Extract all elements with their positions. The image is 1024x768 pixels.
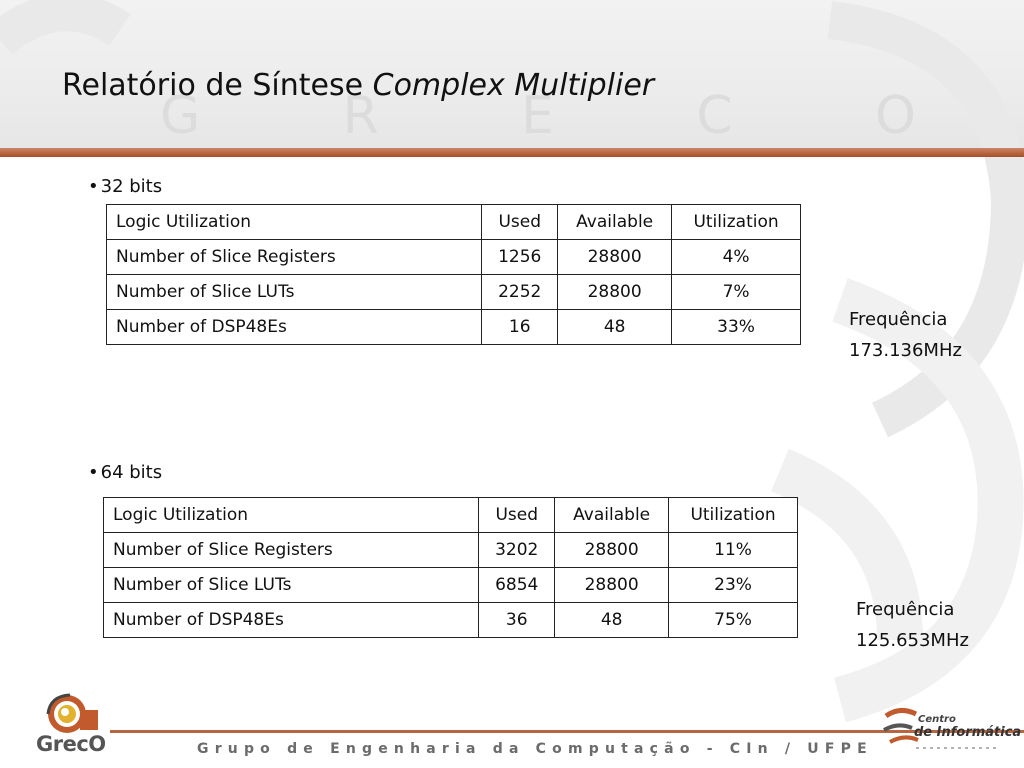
table-cell: 16 [482, 310, 558, 345]
table-cell: 11% [669, 533, 798, 568]
utilization-table-32-bits [106, 204, 801, 345]
table-header-cell: Available [558, 205, 672, 240]
table-cell: 28800 [555, 568, 669, 603]
section-64-bits-heading [88, 462, 162, 483]
table-row [104, 533, 798, 568]
watermark-letter: O [875, 86, 920, 146]
frequency-64-bits [856, 594, 969, 656]
section-label: 32 bits [100, 176, 163, 197]
table-row [104, 603, 798, 638]
table-cell: 75% [669, 603, 798, 638]
table-cell: 33% [672, 310, 801, 345]
table-cell: 48 [558, 310, 672, 345]
table-header-cell: Logic Utilization [104, 498, 479, 533]
table-header-cell: Utilization [669, 498, 798, 533]
table-cell: 4% [672, 240, 801, 275]
table-cell: 6854 [479, 568, 555, 603]
table-row [107, 310, 801, 345]
table-cell: 28800 [555, 533, 669, 568]
table-cell: Number of DSP48Es [107, 310, 482, 345]
table-header-cell: Used [482, 205, 558, 240]
table-header-cell: Available [555, 498, 669, 533]
table-cell: 23% [669, 568, 798, 603]
header-divider [0, 148, 1024, 157]
title-italic-text: Complex Multiplier [372, 68, 655, 103]
slide-title [62, 68, 654, 103]
table-cell: Number of Slice Registers [107, 240, 482, 275]
table-header-cell: Utilization [672, 205, 801, 240]
section-32-bits-heading [88, 176, 162, 197]
table-cell: 28800 [558, 275, 672, 310]
table-row [107, 240, 801, 275]
table-cell: 28800 [558, 240, 672, 275]
frequency-label: Frequência [849, 309, 948, 330]
table-cell: 7% [672, 275, 801, 310]
frequency-value: 173.136MHz [849, 340, 962, 361]
table-cell: 3202 [479, 533, 555, 568]
watermark-letter: C [696, 86, 737, 146]
table-cell: 2252 [482, 275, 558, 310]
watermark-letter: R [342, 86, 383, 146]
cin-logo-text-line1: Centro [918, 714, 956, 725]
section-label: 64 bits [100, 462, 163, 483]
bullet-icon: • [88, 462, 99, 483]
table-cell: Number of DSP48Es [104, 603, 479, 638]
watermark-letter: G [160, 86, 205, 146]
title-plain-text: Relatório de Síntese [62, 68, 373, 103]
table-header-cell: Logic Utilization [107, 205, 482, 240]
table-row [104, 568, 798, 603]
greco-logo-text: GrecO [36, 732, 106, 756]
footer-caption: Grupo de Engenharia da Computação - CIn / UFPE [197, 741, 873, 757]
watermark-letter: E [521, 86, 559, 146]
bullet-icon: • [88, 176, 99, 197]
table-cell: Number of Slice LUTs [104, 568, 479, 603]
table-cell: 1256 [482, 240, 558, 275]
table-header-row [104, 498, 798, 533]
table-header-cell: Used [479, 498, 555, 533]
table-cell: Number of Slice LUTs [107, 275, 482, 310]
frequency-value: 125.653MHz [856, 630, 969, 651]
utilization-table-64-bits [103, 497, 798, 638]
frequency-32-bits [849, 304, 962, 366]
frequency-label: Frequência [856, 599, 955, 620]
table-cell: Number of Slice Registers [104, 533, 479, 568]
cin-logo-text-line2: de Informática [914, 725, 1022, 740]
table-cell: 48 [555, 603, 669, 638]
table-header-row [107, 205, 801, 240]
table-cell: 36 [479, 603, 555, 638]
table-row [107, 275, 801, 310]
